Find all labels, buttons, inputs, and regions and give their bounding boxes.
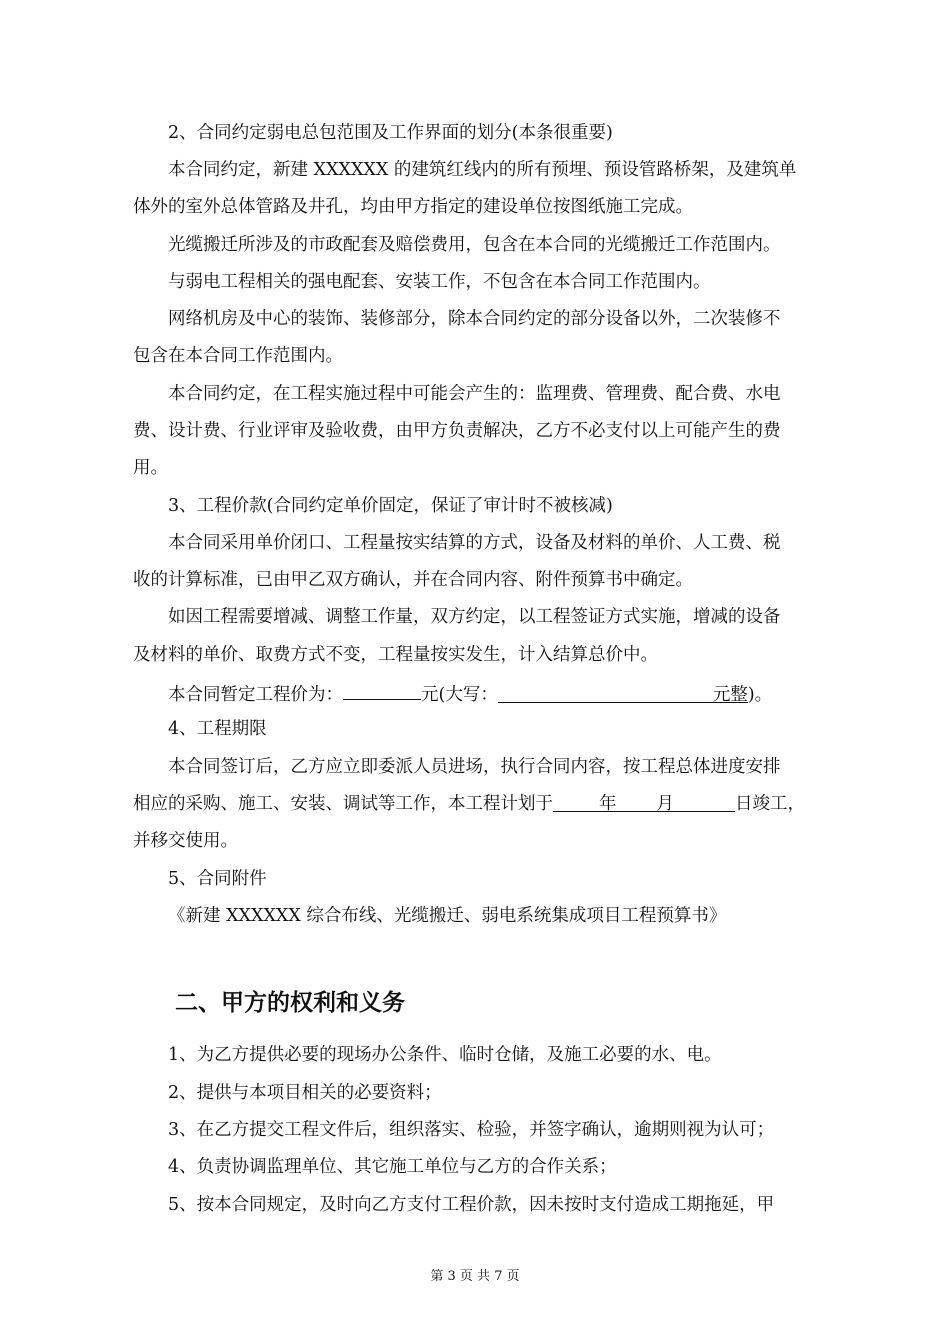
price-line (168, 679, 868, 708)
date-year: 年 (599, 794, 617, 814)
price-unit: 元(大写： (421, 685, 498, 705)
paragraph-line: 本合同签订后，乙方应立即委派人员进场，执行合同内容，按工程总体进度安排 (168, 757, 781, 777)
paragraph-line: 本合同约定，新建 XXXXXX 的建筑红线内的所有预埋、预设管路桥架，及建筑单 (168, 160, 797, 180)
price-words-blank (498, 682, 748, 703)
paragraph-line: 收的计算标准，已由甲乙双方确认，并在合同内容、附件预算书中确定。 (133, 570, 693, 590)
paragraph-line: 并移交使用。 (133, 831, 238, 851)
date-suffix: 日竣工， (735, 794, 805, 814)
clause-5-heading: 5、合同附件 (168, 869, 267, 889)
paragraph-line: 如因工程需要增减、调整工作量，双方约定，以工程签证方式实施，增减的设备 (168, 607, 781, 627)
clause-2-heading: 2、合同约定弱电总包范围及工作界面的划分(本条很重要) (168, 123, 613, 143)
price-suffix: 元整 (712, 685, 748, 705)
price-end: )。 (747, 685, 773, 705)
paragraph-line: 体外的室外总体管路及井孔，均由甲方指定的建设单位按图纸施工完成。 (133, 197, 693, 217)
paragraph-line: 包含在本合同工作范围内。 (133, 346, 343, 366)
list-item: 1、为乙方提供必要的现场办公条件、临时仓储，及施工必要的水、电。 (168, 1045, 722, 1065)
paragraph-line: 光缆搬迁所涉及的市政配套及赔偿费用，包含在本合同的光缆搬迁工作范围内。 (168, 235, 781, 255)
list-item: 4、负责协调监理单位、其它施工单位与乙方的合作关系； (168, 1157, 617, 1177)
price-blank (343, 679, 421, 700)
clause-3-heading: 3、工程价款(合同约定单价固定，保证了审计时不被核减) (168, 496, 613, 516)
list-item: 3、在乙方提交工程文件后，组织落实、检验，并签字确认，逾期则视为认可； (168, 1120, 775, 1140)
section-title: 二、甲方的权利和义务 (175, 990, 405, 1016)
list-item: 5、按本合同规定，及时向乙方支付工程价款，因未按时支付造成工期拖延，甲 (168, 1195, 775, 1215)
paragraph-line: 费、设计费、行业评审及验收费，由甲方负责解决，乙方不必支付以上可能产生的费 (133, 421, 781, 441)
date-prefix: 相应的采购、施工、安装、调试等工作，本工程计划于 (133, 794, 553, 814)
date-month: 月 (656, 794, 674, 814)
list-item: 2、提供与本项目相关的必要资料； (168, 1083, 442, 1103)
page-footer: 第 3 页 共 7 页 (430, 1269, 520, 1284)
paragraph-line: 与弱电工程相关的强电配套、安装工作，不包含在本合同工作范围内。 (168, 272, 711, 292)
paragraph-line: 用。 (133, 458, 168, 478)
paragraph-line: 本合同采用单价闭口、工程量按实结算的方式，设备及材料的单价、人工费、税 (168, 533, 781, 553)
paragraph-line: 网络机房及中心的装饰、装修部分，除本合同约定的部分设备以外，二次装修不 (168, 309, 781, 329)
date-blank (553, 791, 735, 812)
clause-4-heading: 4、工程期限 (168, 719, 267, 739)
price-prefix: 本合同暂定工程价为： (168, 685, 343, 705)
paragraph-line: 及材料的单价、取费方式不变，工程量按实发生，计入结算总价中。 (133, 645, 658, 665)
date-line (133, 791, 833, 817)
paragraph-line: 本合同约定，在工程实施过程中可能会产生的：监理费、管理费、配合费、水电 (168, 384, 781, 404)
attachment-title: 《新建 XXXXXX 综合布线、光缆搬迁、弱电系统集成项目工程预算书》 (168, 906, 727, 926)
